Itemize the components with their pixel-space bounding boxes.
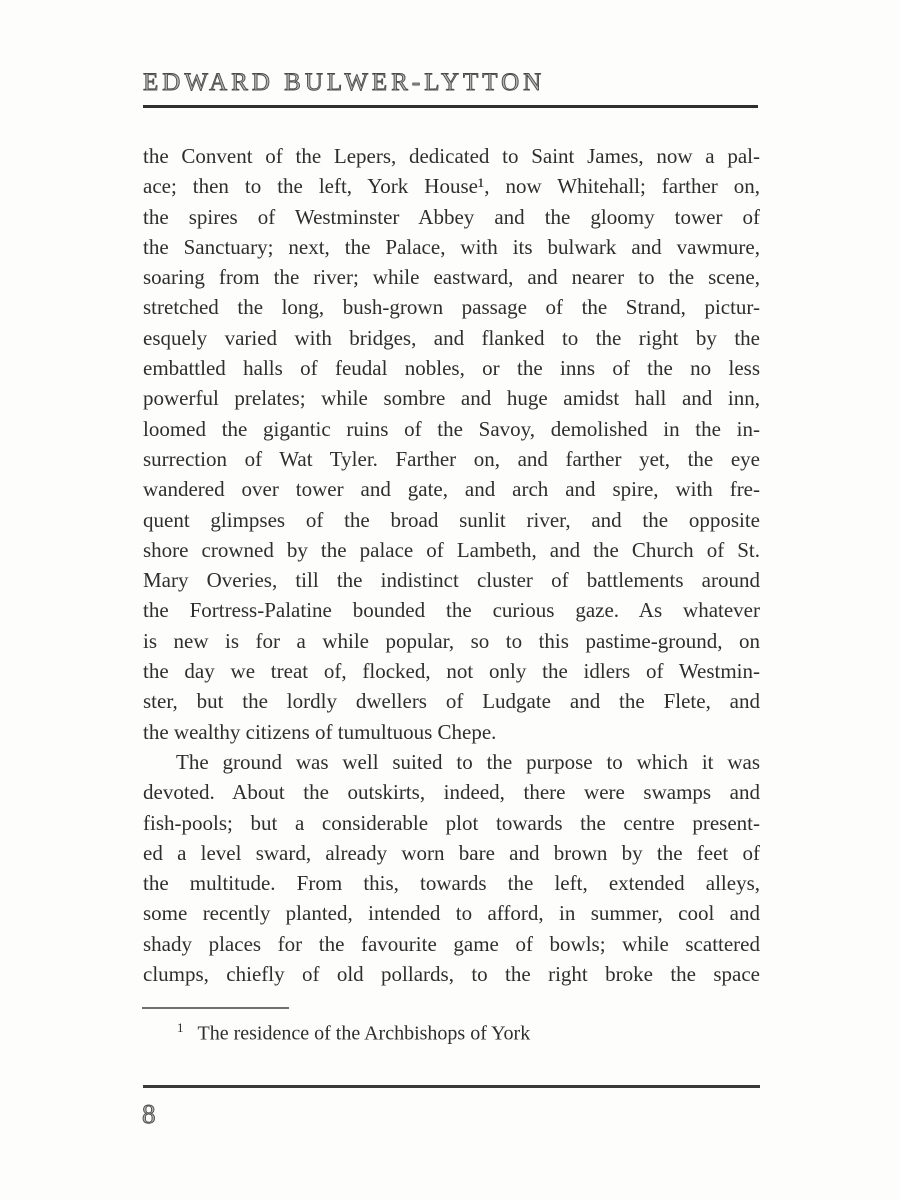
text-line: shady places for the favourite game of bowls; while scattered bbox=[143, 931, 760, 956]
page-number: 8 bbox=[142, 1099, 156, 1129]
text-line: clumps, chiefly of old pollards, to the right broke the space bbox=[143, 962, 760, 987]
running-head-title: EDWARD BULWER-LYTTON bbox=[143, 69, 546, 96]
text-line: ace; then to the left, York House¹, now Whitehall; farther on, bbox=[143, 174, 760, 199]
text-line: The ground was well suited to the purpose to which it was bbox=[176, 749, 760, 774]
paragraph bbox=[143, 747, 760, 989]
footnote-separator-rule bbox=[142, 1007, 289, 1009]
text-line: ster, but the lordly dwellers of Ludgate and the Flete, and bbox=[143, 689, 760, 714]
text-line: Mary Overies, till the indistinct cluster of battlements around bbox=[143, 568, 760, 593]
text-line: stretched the long, bush-grown passage of the Strand, pictur- bbox=[143, 295, 760, 320]
text-line: embattled halls of feudal nobles, or the inns of the no less bbox=[143, 356, 760, 381]
text-line: devoted. About the outskirts, indeed, there were swamps and bbox=[143, 780, 760, 805]
text-line: quent glimpses of the broad sunlit river, and the opposite bbox=[143, 507, 760, 532]
text-line: wandered over tower and gate, and arch and spire, with fre- bbox=[143, 477, 760, 502]
text-line: the wealthy citizens of tumultuous Chepe. bbox=[143, 719, 497, 744]
footnote bbox=[143, 1014, 760, 1048]
text-line: surrection of Wat Tyler. Farther on, and farther yet, the eye bbox=[143, 446, 760, 471]
text-line: some recently planted, intended to afford, in summer, cool and bbox=[143, 901, 760, 926]
text-line: loomed the gigantic ruins of the Savoy, demolished in the in- bbox=[143, 416, 760, 441]
text-line: the Fortress-Palatine bounded the curious gaze. As whatever bbox=[143, 598, 760, 623]
text-line: the Sanctuary; next, the Palace, with its bulwark and vawmure, bbox=[143, 234, 760, 259]
text-line: powerful prelates; while sombre and huge amidst hall and inn, bbox=[143, 386, 760, 411]
text-line: shore crowned by the palace of Lambeth, and the Church of St. bbox=[143, 537, 760, 562]
paragraph bbox=[143, 141, 760, 747]
text-line: the Convent of the Lepers, dedicated to Saint James, now a pal- bbox=[143, 144, 760, 168]
footer-rule bbox=[143, 1085, 760, 1088]
text-line: soaring from the river; while eastward, and nearer to the scene, bbox=[143, 265, 760, 290]
text-line: esquely varied with bridges, and flanked to the right by the bbox=[143, 325, 760, 350]
text-line: is new is for a while popular, so to this pastime-ground, on bbox=[143, 628, 760, 653]
text-line: the day we treat of, flocked, not only the idlers of Westmin- bbox=[143, 659, 760, 684]
text-line: fish-pools; but a considerable plot towards the centre present- bbox=[143, 810, 760, 835]
text-line: ed a level sward, already worn bare and brown by the feet of bbox=[143, 840, 760, 865]
footnote-text: The residence of the Archbishops of York bbox=[197, 1022, 531, 1045]
text-line: the spires of Westminster Abbey and the gloomy tower of bbox=[143, 204, 760, 229]
text-line: the multitude. From this, towards the left, extended alleys, bbox=[143, 871, 760, 896]
running-head bbox=[143, 70, 758, 108]
body-text bbox=[143, 141, 760, 989]
footnote-marker: 1 bbox=[177, 1020, 184, 1035]
